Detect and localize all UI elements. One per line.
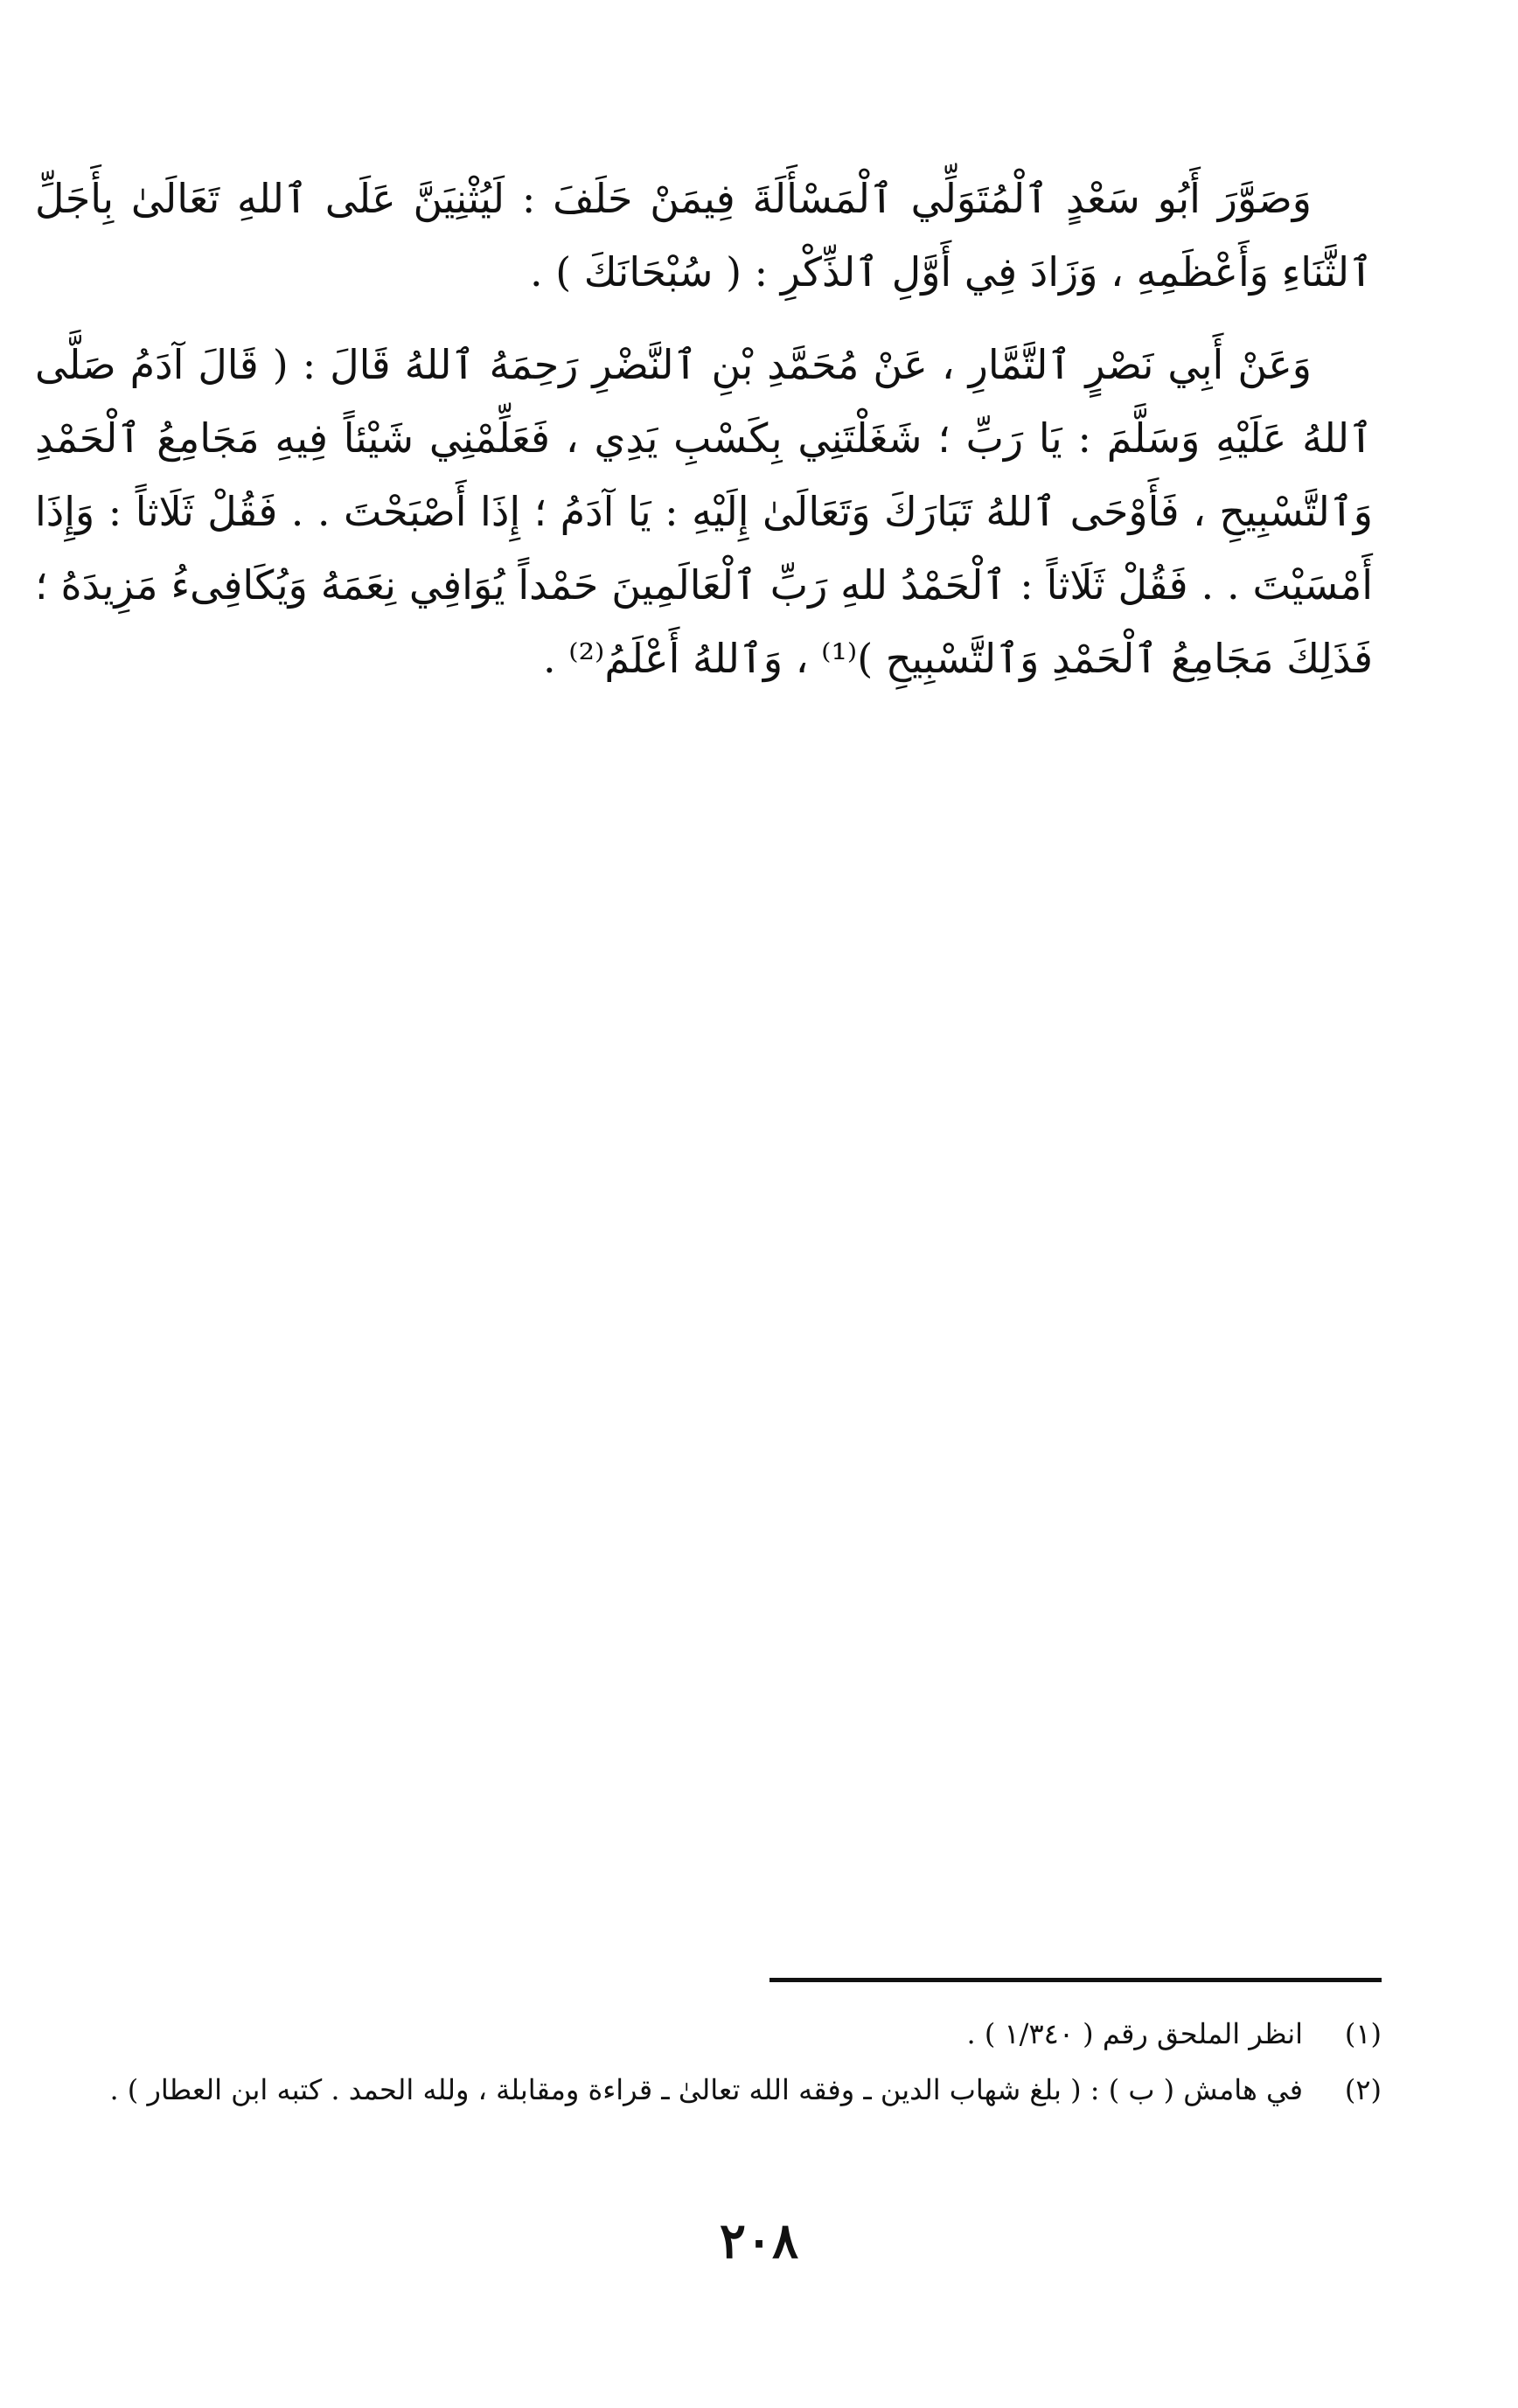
footnote-number: (١)	[1344, 2017, 1382, 2050]
footnote-1	[35, 2011, 1382, 2057]
footnotes	[35, 2011, 1382, 2123]
page-number: ٢٠٨	[719, 2212, 799, 2270]
footnote-text: في هامش ( ب ) : ( بلغ شهاب الدين ـ وفقه الله تعالىٰ ـ قراءة ومقابلة ، ولله الحمد . كتبه ابن العطار ) .	[109, 2073, 1303, 2106]
footnote-separator	[769, 1978, 1382, 1982]
footnote-number: (٢)	[1344, 2073, 1382, 2106]
footnote-text: انظر الملحق رقم ( ١/٣٤٠ ) .	[966, 2017, 1303, 2050]
footnote-2	[35, 2067, 1382, 2112]
paragraph-2: وَعَنْ أَبِي نَصْرٍ ٱلتَّمَّارِ ، عَنْ مُحَمَّدِ بْنِ ٱلنَّضْرِ رَحِمَهُ ٱللهُ قَالَ : ( قَالَ آدَمُ صَلَّى ٱللهُ عَلَيْهِ وَسَلَّمَ : يَا رَبِّ ؛ شَغَلْتَنِي بِكَسْبِ يَدِي ، فَعَلِّمْنِي شَيْئاً فِيهِ مَجَامِعُ ٱلْحَمْدِ وَٱلتَّسْبِيحِ ، فَأَوْحَى ٱللهُ تَبَارَكَ وَتَعَالَىٰ إِلَيْهِ : يَا آدَمُ ؛ إِذَا أَصْبَحْتَ . . فَقُلْ ثَلَاثاً : وَإِذَا أَمْسَيْتَ . . فَقُلْ ثَلَاثاً : ٱلْحَمْدُ للهِ رَبِّ ٱلْعَالَمِينَ حَمْداً يُوَافِي نِعَمَهُ وَيُكَافِىءُ مَزِيدَهُ ؛ فَذَلِكَ مَجَامِعُ ٱلْحَمْدِ وَٱلتَّسْبِيحِ )⁽¹⁾ ، وَٱللهُ أَعْلَمُ⁽²⁾ .	[35, 341, 1373, 682]
main-text	[35, 162, 1373, 714]
paragraph-1: وَصَوَّرَ أَبُو سَعْدٍ ٱلْمُتَوَلِّي ٱلْمَسْأَلَةَ فِيمَنْ حَلَفَ : لَيُثْنِيَنَّ عَلَى ٱللهِ تَعَالَىٰ بِأَجَلِّ ٱلثَّنَاءِ وَأَعْظَمِهِ ، وَزَادَ فِي أَوَّلِ ٱلذِّكْرِ : ( سُبْحَانَكَ ) .	[35, 175, 1373, 296]
